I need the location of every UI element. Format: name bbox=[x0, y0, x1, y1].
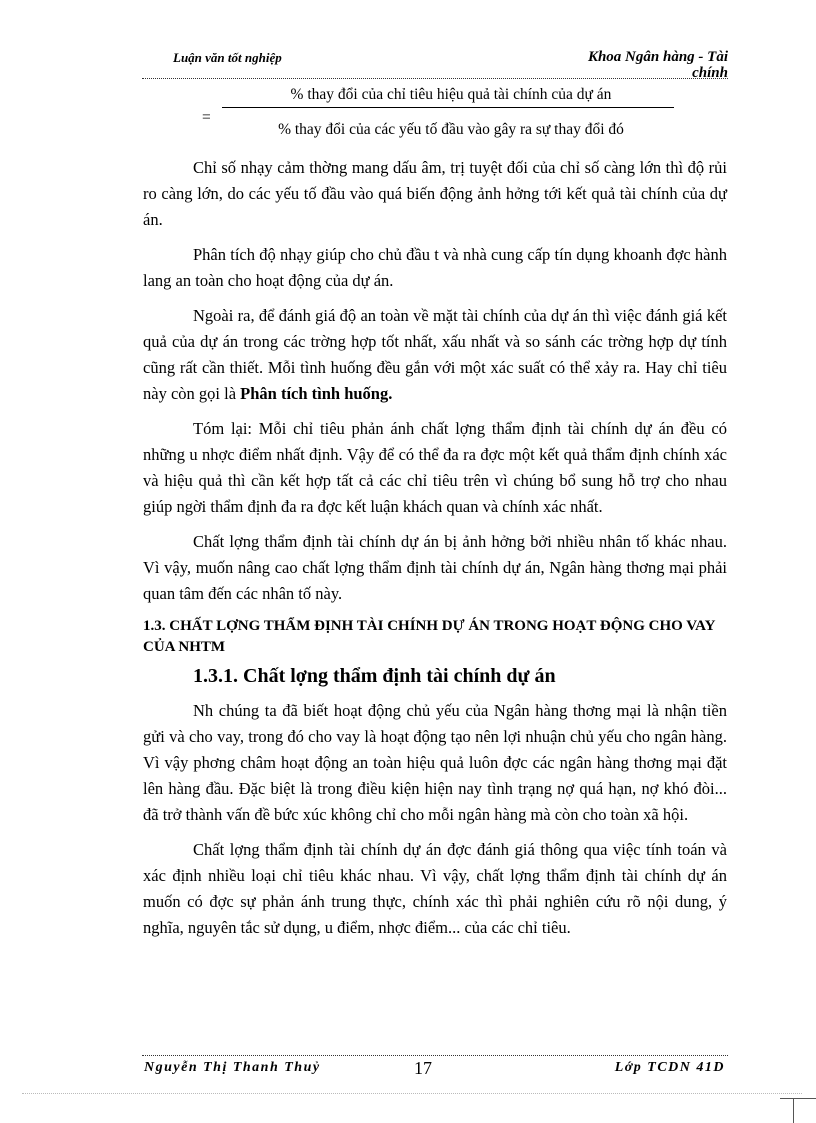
paragraph-scenario-text: Ngoài ra, để đánh giá độ an toàn về mặt tài chính của dự án thì việc đánh giá kết quả của dự án trong các trờng hợp tốt nhất, xấu nhất và so sánh các trờng hợp dự tính cũng rất cần thiết. Mỗi tình huống đều gắn với một xác suất có thể xảy ra. Hay chỉ tiêu này còn gọi là bbox=[143, 306, 727, 403]
header-rule bbox=[142, 78, 728, 79]
footer-rule bbox=[142, 1055, 728, 1056]
paragraph-scenario-analysis bbox=[143, 303, 727, 407]
header-left-title: Luận văn tốt nghiệp bbox=[173, 50, 282, 65]
header-right-title bbox=[560, 49, 728, 81]
paragraph-sensitivity-sign: Chỉ số nhạy cảm thờng mang dấu âm, trị tuyệt đối của chỉ số càng lớn thì độ rủi ro càng lớn, do các yếu tố đầu vào quá biến động ảnh hởng tới kết quả tài chính của dự án. bbox=[143, 158, 727, 229]
page-number: 17 bbox=[414, 1058, 432, 1078]
header-right-line1: Khoa Ngân hàng - Tài bbox=[587, 49, 728, 65]
formula-numerator: % thay đổi của chỉ tiêu hiệu quả tài chính của dự án bbox=[290, 86, 612, 103]
crop-mark-vertical bbox=[793, 1098, 794, 1123]
crop-mark-horizontal bbox=[780, 1098, 816, 1099]
scenario-analysis-term: Phân tích tình huống. bbox=[240, 384, 393, 403]
paragraph-sensitivity-analysis: Phân tích độ nhạy giúp cho chủ đầu t và nhà cung cấp tín dụng khoanh đợc hành lang an toàn cho hoạt động của dự án. bbox=[143, 245, 727, 290]
page-bottom-border bbox=[22, 1093, 802, 1094]
formula-equals: = bbox=[202, 109, 211, 126]
paragraph-quality-evaluation: Chất lợng thẩm định tài chính dự án đợc đánh giá thông qua việc tính toán và xác định nhiều loại chỉ tiêu khác nhau. Vì vậy, chất lợng thẩm định tài chính dự án muốn có đợc sự phản ánh trung thực, chính xác thì phải nghiên cứu rõ nội dung, ý nghĩa, nguyên tắc sử dụng, u điểm, nhợc điểm... của các chỉ tiêu. bbox=[143, 840, 727, 937]
footer-author: Nguyễn Thị Thanh Thuỷ bbox=[144, 1060, 321, 1075]
formula-denominator: % thay đổi của các yếu tố đầu vào gây ra sự thay đổi đó bbox=[278, 121, 624, 138]
paragraph-bank-activities: Nh chúng ta đã biết hoạt động chủ yếu của Ngân hàng thơng mại là nhận tiền gửi và cho vay, trong đó cho vay là hoạt động tạo nên lợi nhuận chủ yếu cho ngân hàng. Vì vậy phơng châm hoạt động an toàn hiệu quả luôn đợc các ngân hàng thơng mại đặt lên hàng đầu. Đặc biệt là trong điều kiện hiện nay tình trạng nợ quá hạn, nợ khó đòi... đã trở thành vấn đề bức xúc không chỉ cho mỗi ngân hàng mà còn cho toàn xã hội. bbox=[143, 701, 727, 824]
header-right-line2: chính bbox=[692, 65, 728, 81]
footer-class: Lớp TCDN 41D bbox=[614, 1060, 725, 1075]
page-body bbox=[143, 155, 727, 950]
paragraph-summary: Tóm lại: Mỗi chỉ tiêu phản ánh chất lợng thẩm định tài chính dự án đều có những u nhợc điểm nhất định. Vậy để có thể đa ra đợc một kết quả thẩm định chính xác và hiệu quả thì cần kết hợp tất cả các chỉ tiêu trên vì chúng bổ sung hỗ trợ cho nhau giúp ngời thẩm định đa ra đợc kết luận khách quan và chính xác nhất. bbox=[143, 419, 727, 516]
paragraph-quality-factors: Chất lợng thẩm định tài chính dự án bị ảnh hởng bởi nhiều nhân tố khác nhau. Vì vậy, muốn nâng cao chất lợng thẩm định tài chính dự án, Ngân hàng thơng mại phải quan tâm đến các nhân tố này. bbox=[143, 532, 727, 603]
fraction-bar bbox=[222, 107, 674, 108]
subsection-heading: 1.3.1. Chất lợng thẩm định tài chính dự án bbox=[193, 665, 556, 687]
section-heading: 1.3. CHẤT LỢNG THẨM ĐỊNH TÀI CHÍNH DỰ ÁN TRONG HOẠT ĐỘNG CHO VAY CỦA NHTM bbox=[143, 618, 715, 655]
